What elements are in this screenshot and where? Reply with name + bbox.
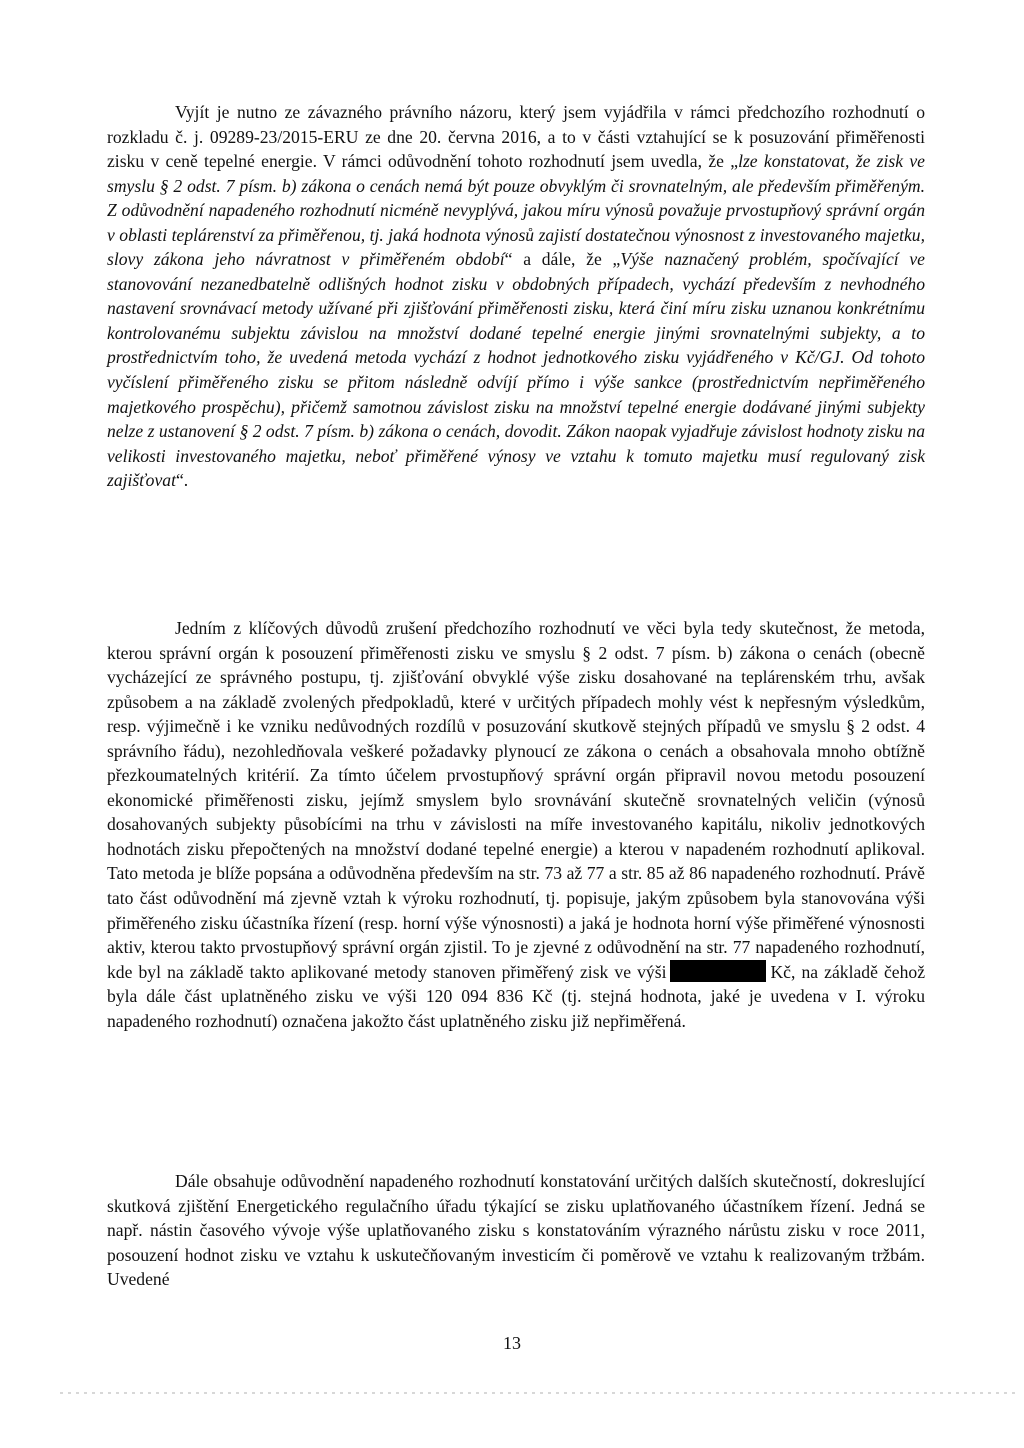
paragraph-3-text: Dále obsahuje odůvodnění napadeného rozhodnutí konstatování určitých dalších skutečností, dokreslující skutková zjištění Energetického regulačního úřadu týkající se zisku uplatňovaného účastníkem řízení. Jedná se např. nástin časového vývoje výše uplatňovaného zisku s konstatováním výrazného nárůstu zisku v roce 2011, posouzení hodnot zisku ve vztahu k uskutečňovaným investicím či poměrově ve vztahu k realizovaným tržbám. Uvedené (107, 1171, 925, 1290)
paragraph-1-text (107, 100, 925, 493)
paragraph-2-text (107, 616, 925, 1033)
paragraph-2 (107, 616, 925, 1033)
paragraph-1-segment-3: “ a dále, že „ (504, 249, 621, 270)
scan-artifact-line (60, 1392, 1020, 1394)
quotation-2: Výše naznačený problém, spočívající ve stanovování nezanedbatelně odlišných hodnot zisku v obdobných případech, vychází především z nevhodného nastavení srovnávací metody užívané při zjišťování přiměřenosti zisku, která činí míru zisku uznanou konkrétnímu kontrolovanému subjektu závislou na množství dodané tepelné energie jinými srovnatelnými subjekty, a to prostřednictvím toho, že uvedená metoda vychází z hodnot jednotkového zisku vyjádřeného v Kč/GJ. Od tohoto vyčíslení přiměřeného zisku se přitom následně odvíjí přímo i výše sankce (prostřednictvím nepřiměřeného majetkového prospěchu), přičemž samotnou závislost zisku na množství tepelné energie dodávané jinými subjekty nelze z ustanovení § 2 odst. 7 písm. b) zákona o cenách, dovodit. Zákon naopak vyjadřuje závislost hodnoty zisku na velikosti investovaného majetku, neboť přiměřené výnosy ve vztahu k tomuto majetku musí regulovaný zisk zajišťovat (107, 249, 925, 491)
paragraph-3 (107, 1169, 925, 1292)
paragraph-1-segment-1: Vyjít je nutno ze závazného právního názoru, který jsem vyjádřila v rámci předchozího rozhodnutí o rozkladu č. j. 09289-23/2015-ERU ze dne 20. června 2016, a to v části vztahující se k posuzování přiměřenosti zisku v ceně tepelné energie. V rámci odůvodnění tohoto rozhodnutí jsem uvedla, že „ (107, 102, 925, 172)
paragraph-2-after-redaction: Kč, na základě čehož byla dále část uplatněného zisku ve výši 120 094 836 Kč (tj. stejná hodnota, jaké je uvedena v I. výroku napadeného rozhodnutí) označena jakožto část uplatněného zisku již nepřiměřená. (107, 961, 925, 1031)
paragraph-1 (107, 100, 925, 493)
quotation-1: lze konstatovat, že zisk ve smyslu § 2 odst. 7 písm. b) zákona o cenách nemá být pouze obvyklým či srovnatelným, ale především přiměřeným. Z odůvodnění napadeného rozhodnutí nicméně nevyplývá, jakou míru výnosů považuje prvostupňový správní orgán v oblasti teplárenství za přiměřenou, tj. jaká hodnota výnosů zajistí dostatečnou výnosnost z investovaného majetku, slovy zákona jeho návratnost v přiměřeném období (107, 151, 925, 270)
page-number: 13 (503, 1333, 521, 1353)
paragraph-1-segment-5: “. (175, 470, 189, 491)
paragraph-2-before-redaction: Jedním z klíčových důvodů zrušení předchozího rozhodnutí ve věci byla tedy skutečnost, že metoda, kterou správní orgán k posouzení přiměřenosti zisku ve smyslu § 2 odst. 7 písm. b) zákona o cenách (obecně vycházející ze správného postupu, tj. zjišťování obvyklé výše zisku dosahované na teplárenském trhu, avšak způsobem a na základě zvolených předpokladů, které v určitých případech mohly vést k nepřesným výsledkům, resp. výjimečně i ke vzniku nedůvodných rozdílů v posuzování skutkově stejných případů ve smyslu § 2 odst. 4 správního řádu), nezohledňovala veškeré požadavky plynoucí ze zákona o cenách a obsahovala mnoho obtížně přezkoumatelných kritérií. Za tímto účelem prvostupňový správní orgán připravil novou metodu posouzení ekonomické přiměřenosti zisku, jejímž smyslem bylo srovnávání skutečně srovnatelných veličin (výnosů dosahovaných subjekty působícími na trhu v závislosti na míře investovaného kapitálu, nikoliv jednotkových hodnotách zisku přepočtených na množství dodané tepelné energie) a kterou v napadeném rozhodnutí aplikoval. Tato metoda je blíže popsána a odůvodněna především na str. 73 až 77 a str. 85 až 86 napadeného rozhodnutí. Právě tato část odůvodnění má zjevně vztah k výroku rozhodnutí, tj. popisuje, jakým způsobem byla stanovována výši přiměřeného zisku účastníka řízení (resp. horní výše výnosnosti) a jaká je hodnota horní výše přiměřené výnosnosti aktiv, kterou takto prvostupňový správní orgán zjistil. To je zjevné z odůvodnění na str. 77 napadeného rozhodnutí, kde byl na základě takto aplikované metody stanoven přiměřený zisk ve výši (107, 618, 925, 982)
redaction-bar (670, 960, 766, 982)
